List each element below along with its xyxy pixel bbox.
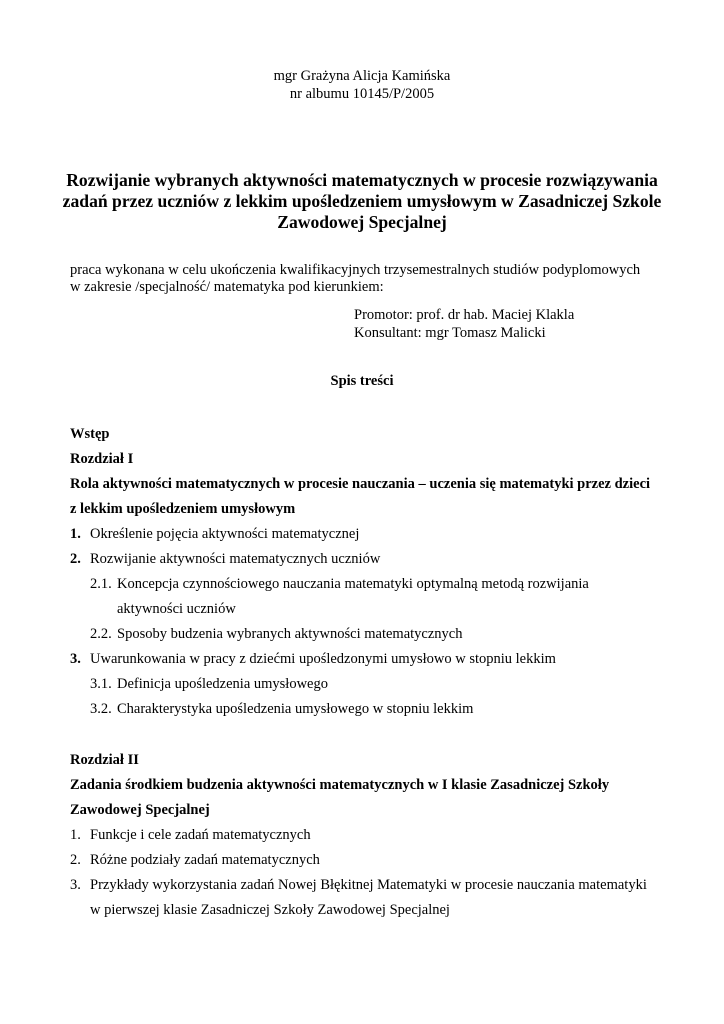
chapter-2-label: Rozdział II: [70, 752, 139, 768]
toc-item-text: Określenie pojęcia aktywności matematycznej: [90, 526, 360, 542]
author-name: mgr Grażyna Alicja Kamińska: [273, 68, 451, 84]
toc-item-number: 3.1.: [90, 676, 112, 692]
toc-intro: Wstęp: [70, 426, 110, 442]
toc-item-text: Definicja upośledzenia umysłowego: [117, 676, 328, 692]
toc-item-text: Charakterystyka upośledzenia umysłowego w stopniu lekkim: [117, 701, 474, 717]
toc-item-text: Funkcje i cele zadań matematycznych: [90, 827, 311, 843]
toc-item-number: 2.2.: [90, 626, 112, 642]
toc-item: [70, 827, 311, 844]
toc-item-continuation: aktywności uczniów: [117, 601, 236, 617]
toc-item-text: Przykłady wykorzystania zadań Nowej Błękitnej Matematyki w procesie nauczania matematyki: [90, 877, 647, 893]
chapter-2-title-line-2: Zawodowej Specjalnej: [70, 802, 210, 818]
konsultant: Konsultant: mgr Tomasz Malicki: [354, 325, 546, 341]
toc-item-number: 2.1.: [90, 576, 112, 592]
toc-item-text: Różne podziały zadań matematycznych: [90, 852, 320, 868]
toc-item-number: 1.: [70, 526, 81, 542]
toc-item-continuation: w pierwszej klasie Zasadniczej Szkoły Zawodowej Specjalnej: [90, 902, 450, 918]
intro-line-1: praca wykonana w celu ukończenia kwalifikacyjnych trzysemestralnych studiów podyplomowych: [70, 262, 641, 278]
album-number: nr albumu 10145/P/2005: [289, 86, 435, 102]
toc-item: [90, 626, 463, 643]
toc-item: [70, 877, 647, 894]
toc-item: [70, 551, 380, 568]
toc-item-number: 2.: [70, 551, 81, 567]
toc-item: [70, 651, 556, 668]
toc-item: [90, 576, 589, 593]
toc-item-text: Uwarunkowania w pracy z dziećmi upośledzonymi umysłowo w stopniu lekkim: [90, 651, 556, 667]
toc-heading: Spis treści: [330, 373, 394, 389]
toc-item: [90, 701, 473, 718]
toc-item-number: 2.: [70, 852, 81, 868]
toc-item: [70, 852, 320, 869]
promotor: Promotor: prof. dr hab. Maciej Klakla: [354, 307, 575, 323]
chapter-1-title-line-2: z lekkim upośledzeniem umysłowym: [70, 501, 296, 517]
chapter-1-label: Rozdział I: [70, 451, 134, 467]
toc-item-number: 3.: [70, 877, 81, 893]
toc-item-number: 1.: [70, 827, 81, 843]
toc-item-text: Rozwijanie aktywności matematycznych uczniów: [90, 551, 381, 567]
chapter-2-title-line-1: Zadania środkiem budzenia aktywności matematycznych w I klasie Zasadniczej Szkoły: [70, 777, 610, 793]
thesis-title-line-1: Rozwijanie wybranych aktywności matematycznych w procesie rozwiązywania: [66, 170, 658, 190]
toc-item: [90, 676, 328, 693]
toc-item-text: Koncepcja czynnościowego nauczania matematyki optymalną metodą rozwijania: [117, 576, 589, 592]
toc-item-number: 3.2.: [90, 701, 112, 717]
toc-item-text: Sposoby budzenia wybranych aktywności matematycznych: [117, 626, 463, 642]
toc-item: [70, 526, 359, 543]
thesis-title-line-3: Zawodowej Specjalnej: [277, 212, 447, 232]
chapter-1-title-line-1: Rola aktywności matematycznych w procesie nauczania – uczenia się matematyki przez dzieci: [70, 476, 651, 492]
toc-item-number: 3.: [70, 651, 81, 667]
thesis-title-line-2: zadań przez uczniów z lekkim upośledzeniem umysłowym w Zasadniczej Szkole: [62, 191, 662, 211]
intro-line-2: w zakresie /specjalność/ matematyka pod kierunkiem:: [70, 279, 384, 295]
